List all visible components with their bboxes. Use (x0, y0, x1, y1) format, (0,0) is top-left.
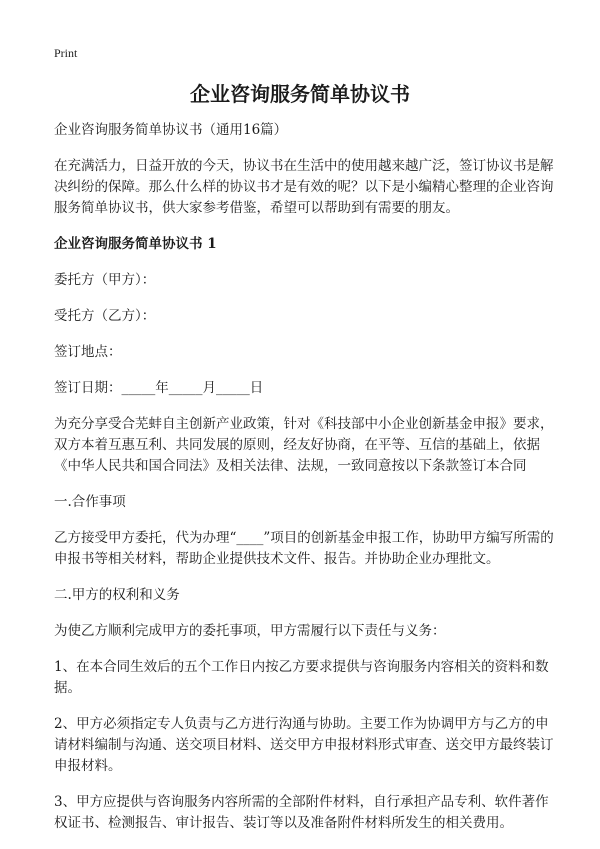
clause-2-item-2: 2、甲方必须指定专人负责与乙方进行沟通与协助。主要工作为协调甲方与乙方的申请材料编制与沟通、送交项目材料、送交甲方申报材料形式审查、送交甲方最终装订申报材料。 (54, 716, 554, 774)
page-title: 企业咨询服务简单协议书 (190, 82, 410, 106)
document-subtitle: 企业咨询服务简单协议书（通用16篇） (54, 122, 288, 138)
clause-1-title: 一.合作事项 (54, 494, 126, 510)
section-heading: 企业咨询服务简单协议书 1 (54, 236, 217, 252)
document-body (54, 120, 554, 849)
intro-paragraph: 在充满活力，日益开放的今天，协议书在生活中的使用越来越广泛，签订协议书是解决纠纷的保障。那么什么样的协议书才是有效的呢？以下是小编精心整理的企业咨询服务简单协议书，供大家参考借鉴，希望可以帮助到有需要的朋友。 (54, 158, 554, 216)
clause-2-intro: 为使乙方顺利完成甲方的委托事项，甲方需履行以下责任与义务： (54, 623, 446, 639)
location-line: 签订地点： (54, 344, 122, 360)
clause-2-item-1: 1、在本合同生效后的五个工作日内按乙方要求提供与咨询服务内容相关的资料和数据。 (54, 659, 549, 696)
clause-1-text: 乙方接受甲方委托，代为办理“____”项目的创新基金申报工作，协助甲方编写所需的申报书等相关材料，帮助企业提供技术文件、报告。并协助企业办理批文。 (54, 530, 554, 567)
date-line: 签订日期：_____年_____月_____日 (54, 380, 264, 396)
clause-2-title: 二.甲方的权利和义务 (54, 587, 180, 603)
party-a-line: 委托方（甲方）： (54, 272, 156, 288)
party-b-line: 受托方（乙方）： (54, 308, 156, 324)
print-link[interactable]: Print (54, 46, 78, 60)
preamble-paragraph: 为充分享受合芜蚌自主创新产业政策，针对《科技部中小企业创新基金申报》要求，双方本着互惠互利、共同发展的原则，经友好协商，在平等、互信的基础上，依据《中华人民共和国合同法》及相关法律、法规，一致同意按以下条款签订本合同 (54, 416, 554, 474)
clause-2-item-3: 3、甲方应提供与咨询服务内容所需的全部附件材料，自行承担产品专利、软件著作权证书、检测报告、审计报告、装订等以及准备附件材料所发生的相关费用。 (54, 794, 549, 831)
